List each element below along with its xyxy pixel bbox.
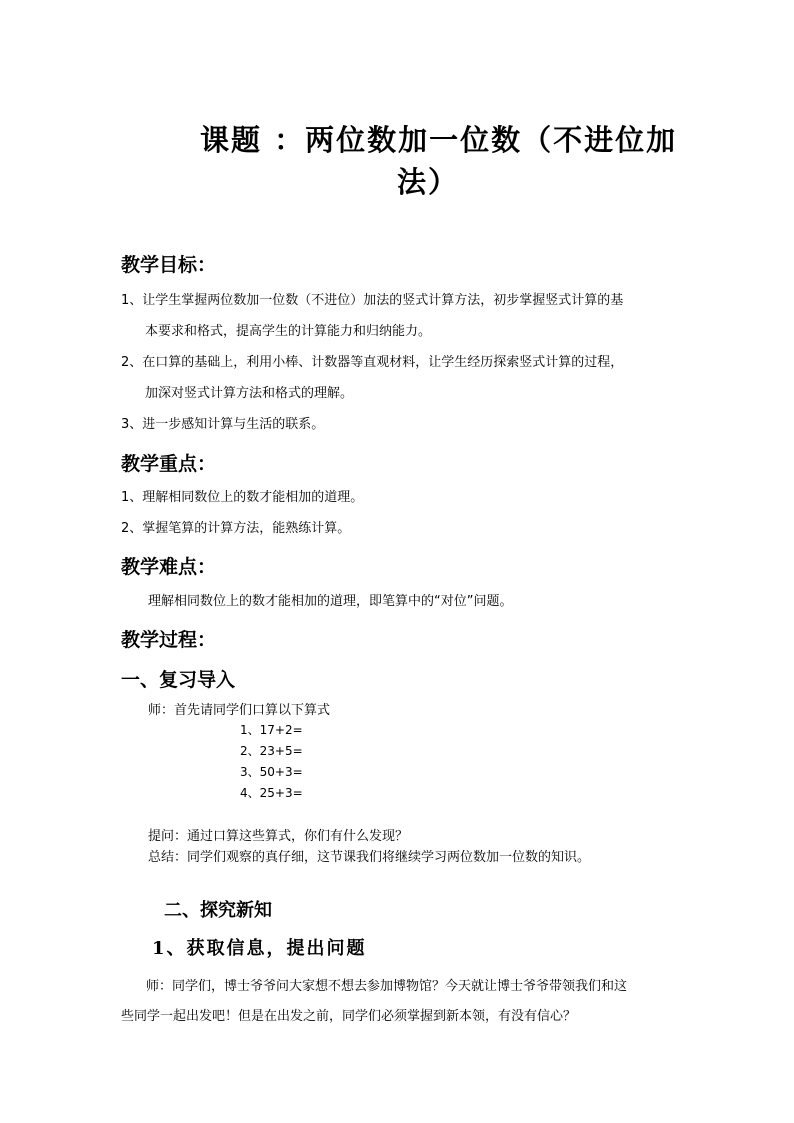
objective-item-2-line-2: 加深对竖式计算方法和格式的理解。 xyxy=(145,386,354,401)
section-1-question: 提问：通过口算这些算式，你们有什么发现？ xyxy=(148,829,409,844)
section-1-heading: 一、复习导入 xyxy=(121,669,236,691)
key-point-item-1: 1、理解相同数位上的数才能相加的道理。 xyxy=(121,490,364,505)
key-points-heading: 教学重点： xyxy=(121,453,217,475)
objective-item-3: 3、进一步感知计算与生活的联系。 xyxy=(121,417,325,432)
section-1-intro: 师：首先请同学们口算以下算式 xyxy=(148,703,331,718)
objective-item-1-line-1: 1、让学生掌握两位数加一位数（不进位）加法的竖式计算方法，初步掌握竖式计算的基 xyxy=(121,293,624,308)
difficulties-text: 理解相同数位上的数才能相加的道理，即笔算中的“对位”问题。 xyxy=(148,594,513,609)
objective-item-2-line-1: 2、在口算的基础上，利用小棒、计数器等直观材料，让学生经历探索竖式计算的过程， xyxy=(121,355,624,370)
page-title-line-2: 法） xyxy=(397,165,460,199)
key-point-item-2: 2、掌握笔算的计算方法，能熟练计算。 xyxy=(121,521,351,536)
section-2-sub-1-heading: 1、获取信息，提出问题 xyxy=(152,938,367,959)
objectives-heading: 教学目标： xyxy=(121,254,217,276)
exercise-item-2: 2、23+5= xyxy=(240,744,303,758)
exercise-item-1: 1、17+2= xyxy=(240,723,303,737)
exercise-item-4: 4、25+3= xyxy=(240,786,303,800)
section-2-sub-1-line-1: 师：同学们，博士爷爷问大家想不想去参加博物馆？今天就让博士爷爷带领我们和这 xyxy=(146,979,628,994)
difficulties-heading: 教学难点： xyxy=(121,556,217,578)
section-1-summary: 总结：同学们观察的真仔细，这节课我们将继续学习两位数加一位数的知识。 xyxy=(148,850,591,865)
process-heading: 教学过程： xyxy=(121,629,217,651)
section-2-heading: 二、探究新知 xyxy=(164,900,272,921)
page-title-line-1: 课题 ：两位数加一位数（不进位加 xyxy=(200,123,678,157)
exercise-item-3: 3、50+3= xyxy=(240,765,303,779)
section-2-sub-1-line-2: 些同学一起出发吧！但是在出发之前，同学们必须掌握到新本领，有没有信心？ xyxy=(121,1009,577,1024)
objective-item-1-line-2: 本要求和格式，提高学生的计算能力和归纳能力。 xyxy=(145,324,432,339)
